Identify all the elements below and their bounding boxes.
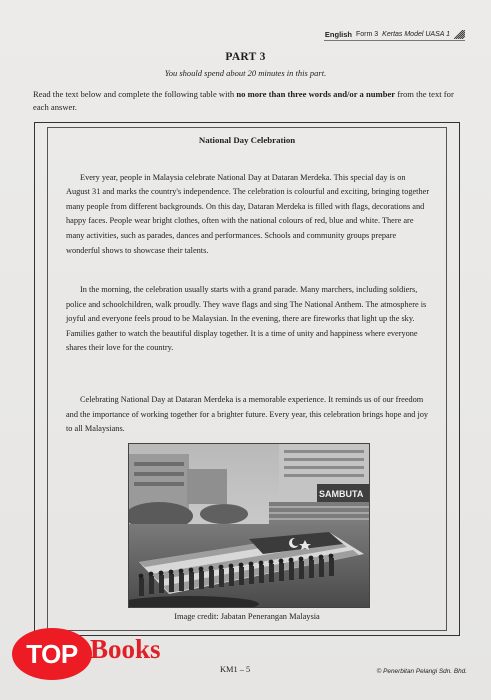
parade-photo (128, 443, 370, 608)
header-paper: Kertas Model UASA 1 (382, 30, 450, 38)
stripes-icon (454, 30, 465, 39)
logo-books-text: Books (90, 634, 161, 664)
banner-text: SAMBUTA (319, 489, 364, 499)
logo-top-badge: TOP (12, 628, 92, 680)
passage-paragraph-1 (66, 156, 430, 258)
image-credit: Image credit: Jabatan Penerangan Malaysia (174, 612, 320, 621)
paragraph-text: In the morning, the celebration usually starts with a grand parade. Many marchers, including soldiers, police and schoolchildren, walk proudly. They wave flags and sing The National Anthem. The atmosphere is joyful and everyone feels proud to be Malaysian. In the evening, there are fireworks that light up the sky. Families gather to watch the beautiful display together. It is a time of unity and happiness where everyone shares their love for the country. (66, 285, 427, 353)
instruction-text: Read the text below and complete the following table with (33, 89, 237, 99)
paragraph-text: Celebrating National Day at Dataran Merdeka is a memorable experience. It reminds us of our freedom and the importance of working together for a brighter future. Every year, this celebration brings hope and joy to all Malaysians. (66, 395, 429, 434)
publisher-credit: © Penerbitan Pelangi Sdn. Bhd. (376, 668, 467, 675)
page-header (325, 28, 465, 40)
topbooks-logo (12, 628, 192, 690)
page-number: KM1 – 5 (220, 665, 251, 674)
parade-photo-illustration (129, 444, 369, 607)
part-time-note: You should spend about 20 minutes in this part. (164, 68, 327, 78)
header-subject: English (324, 29, 352, 39)
passage-paragraph-3 (66, 393, 430, 437)
passage-paragraph-2 (66, 283, 430, 356)
passage-title: National Day Celebration (198, 135, 296, 145)
paragraph-text: Every year, people in Malaysia celebrate National Day at Dataran Merdeka. This special day is on August 31 and marks the country's independence. The celebration is colourful and exciting, bringing together many people from different backgrounds. On this day, Dataran Merdeka is filled with flags, decorations and happy faces. People wear bright clothes, often with the national colours of red, blue and white. There are many activities, such as parades, dances and performances. Schools and community groups prepare wonderful shows to showcase their talents. (66, 172, 430, 255)
instruction (33, 88, 463, 113)
instruction-text-end: from the text for each answer. (33, 89, 454, 112)
header-form: Form 3 (356, 30, 379, 38)
part-title: PART 3 (225, 51, 266, 63)
instruction-bold: no more than three words and/or a number (236, 89, 396, 99)
header-divider (324, 40, 465, 41)
